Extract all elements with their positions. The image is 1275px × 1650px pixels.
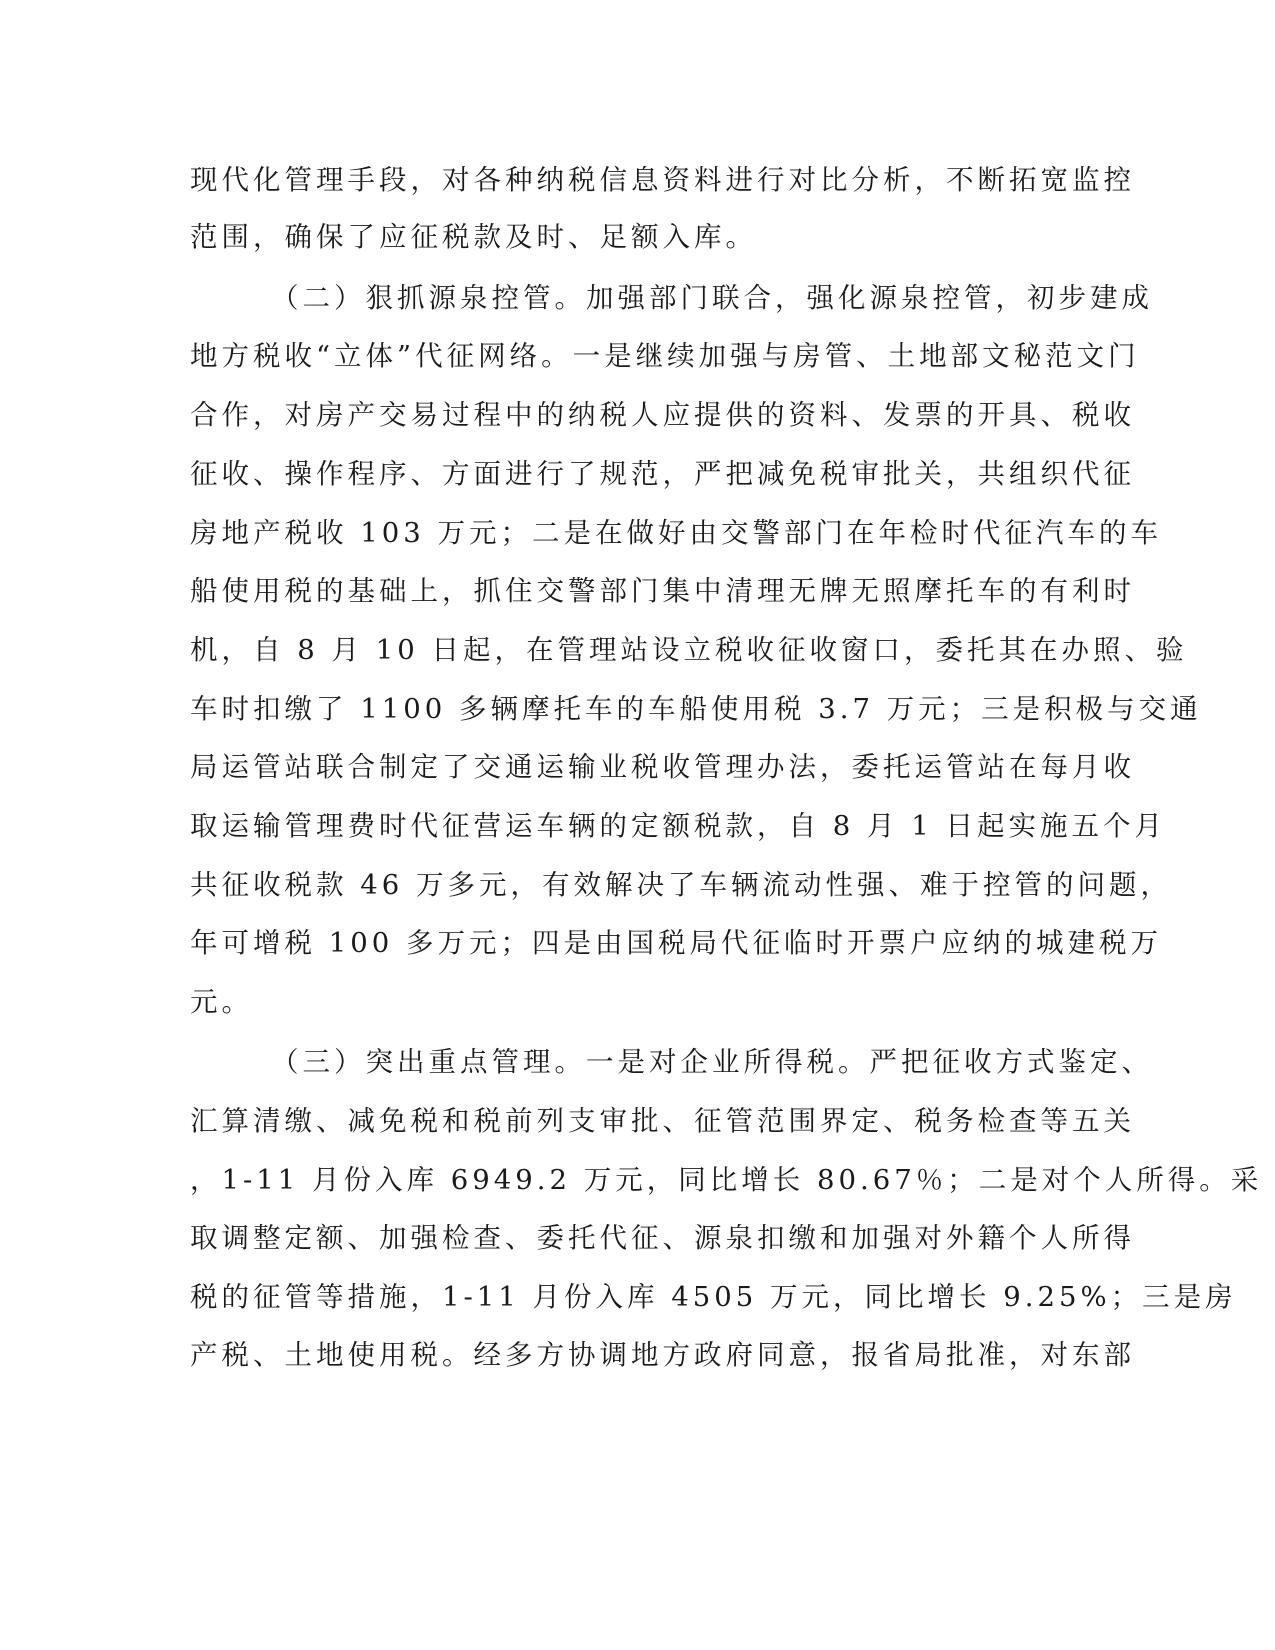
text-line: 税的征管等措施，1-11 月份入库 4505 万元，同比增长 9.25%；三是房 <box>190 1281 1237 1313</box>
text-line: 现代化管理手段，对各种纳税信息资料进行对比分析，不断拓宽监控 <box>190 164 1135 196</box>
text-line: 机，自 8 月 10 日起，在管理站设立税收征收窗口，委托其在办照、验 <box>190 634 1188 666</box>
text-line: 地方税收“立体”代征网络。一是继续加强与房管、土地部文秘范文门 <box>190 340 1140 372</box>
text-line: 共征收税款 46 万多元，有效解决了车辆流动性强、难于控管的问题， <box>190 869 1172 901</box>
text-line: 元。 <box>190 986 253 1018</box>
text-line: 取运输管理费时代征营运车辆的定额税款，自 8 月 1 日起实施五个月 <box>190 810 1166 842</box>
text-line: 产税、土地使用税。经多方协调地方政府同意，报省局批准，对东部 <box>190 1339 1135 1371</box>
text-line: 局运管站联合制定了交通运输业税收管理办法，委托运管站在每月收 <box>190 751 1135 783</box>
text-line: 船使用税的基础上，抓住交警部门集中清理无牌无照摩托车的有利时 <box>190 575 1135 607</box>
text-line: ，1-11 月份入库 6949.2 万元，同比增长 80.67％；二是对个人所得。采 <box>190 1164 1263 1196</box>
paragraph-start-line: （三）突出重点管理。一是对企业所得税。严把征收方式鉴定、 <box>271 1046 1153 1078</box>
paragraph-start-line: （二）狠抓源泉控管。加强部门联合，强化源泉控管，初步建成 <box>271 282 1153 314</box>
text-line: 合作，对房产交易过程中的纳税人应提供的资料、发票的开具、税收 <box>190 399 1135 431</box>
text-line: 汇算清缴、减免税和税前列支审批、征管范围界定、税务检查等五关 <box>190 1105 1135 1137</box>
text-line: 年可增税 100 多万元；四是由国税局代征临时开票户应纳的城建税万 <box>190 927 1162 959</box>
text-line: 取调整定额、加强检查、委托代征、源泉扣缴和加强对外籍个人所得 <box>190 1222 1135 1254</box>
text-line: 范围，确保了应征税款及时、足额入库。 <box>190 221 757 253</box>
text-line: 征收、操作程序、方面进行了规范，严把减免税审批关，共组织代征 <box>190 458 1135 490</box>
text-line: 车时扣缴了 1100 多辆摩托车的车船使用税 3.7 万元；三是积极与交通 <box>190 693 1202 725</box>
text-line: 房地产税收 103 万元；二是在做好由交警部门在年检时代征汽车的车 <box>190 517 1162 549</box>
